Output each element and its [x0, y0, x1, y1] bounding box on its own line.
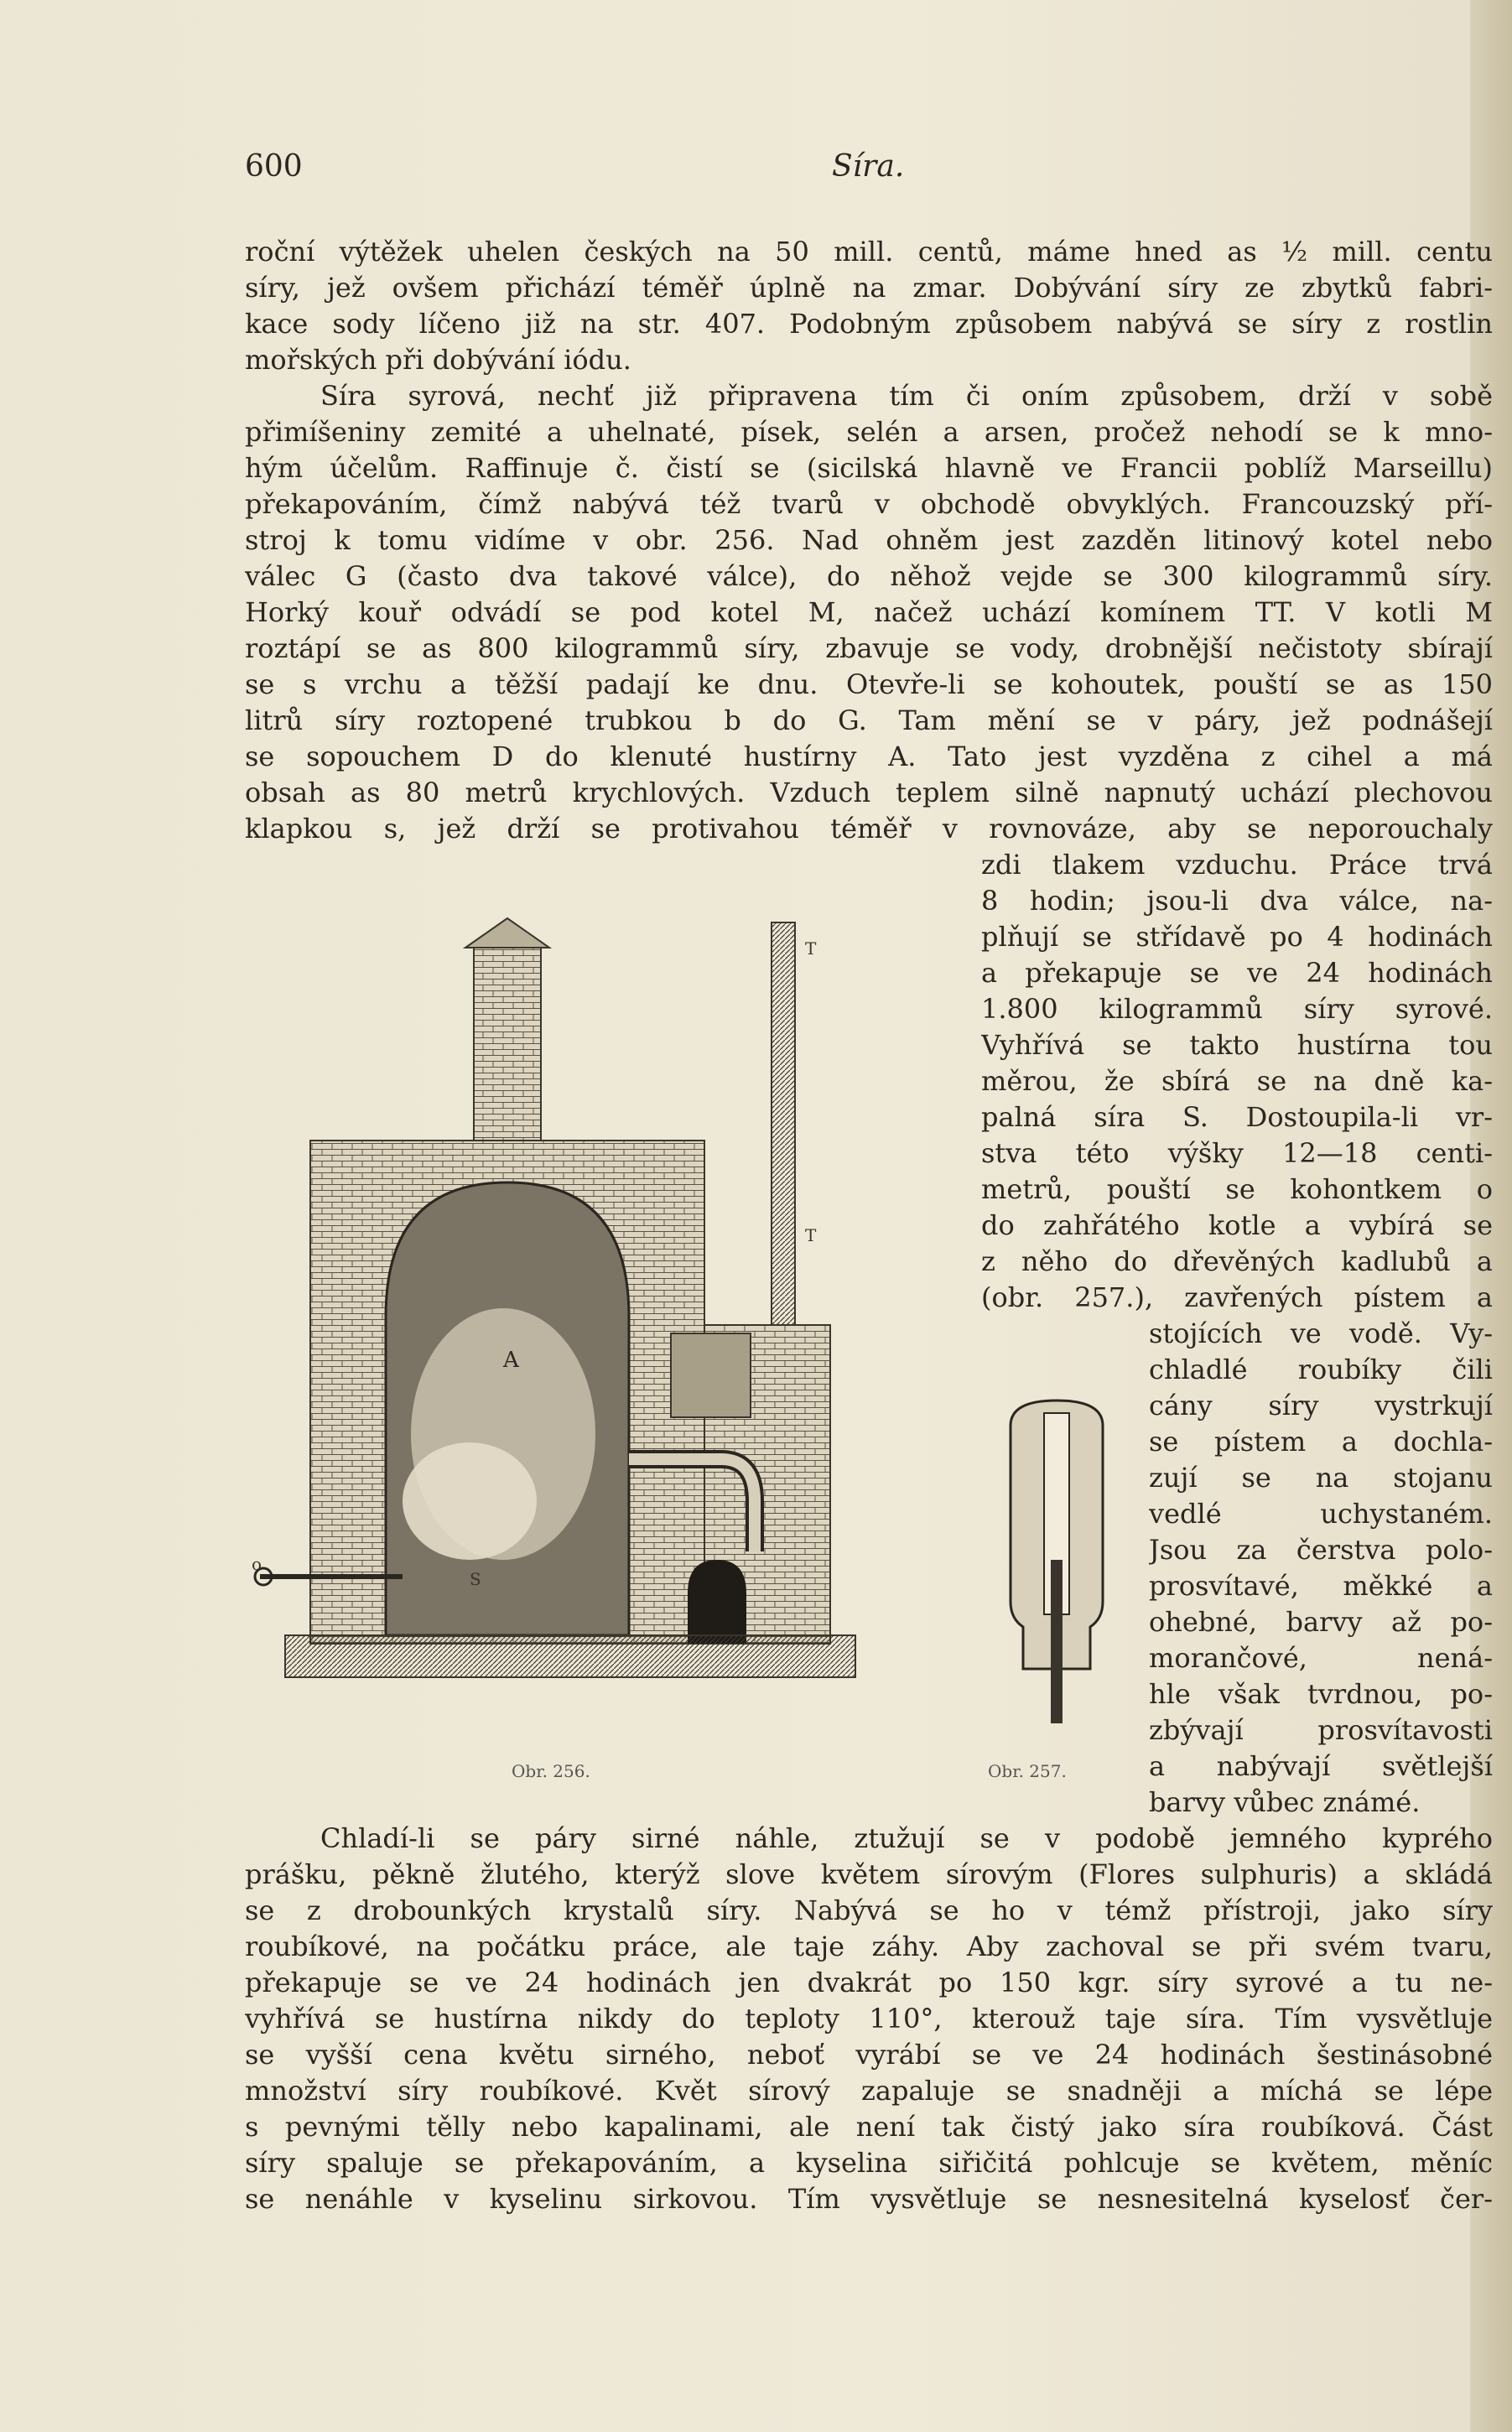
caption-fig-257: Obr. 257.: [988, 1761, 1067, 1781]
label-outlet-o: o: [252, 1554, 262, 1574]
text-line: roubíkové, na počátku práce, ale taje záhy. Aby zachoval se při svém tvaru,: [245, 1931, 1493, 1962]
side-text-line: a překapuje se ve 24 hodinách: [981, 957, 1493, 989]
caption-fig-256: Obr. 256.: [512, 1761, 590, 1781]
text-line: hým účelům. Raffinuje č. čistí se (sicilská hlavně ve Francii poblíž Marseillu): [245, 452, 1493, 484]
side-text-line: cány síry vystrkují: [1149, 1390, 1493, 1421]
text-line: přimíšeniny zemité a uhelnaté, písek, selén a arsen, pročež nehodí se k mno-: [245, 416, 1493, 448]
side-text-line: z něho do dřevěných kadlubů a: [981, 1245, 1493, 1277]
running-title: Síra.: [832, 149, 905, 184]
text-line: překapuje se ve 24 hodinách jen dvakrát po 150 kgr. síry syrové a tu ne-: [245, 1967, 1493, 1998]
text-line: se sopouchem D do klenuté hustírny A. Tato jest vyzděna z cihel a má: [245, 741, 1493, 772]
side-text-line: Jsou za čerstva polo-: [1149, 1534, 1493, 1566]
side-text-line: vedlé uchystaném.: [1149, 1498, 1493, 1530]
text-line: se z drobounkých krystalů síry. Nabývá se ho v témž přístroji, jako síry: [245, 1894, 1493, 1926]
side-text-line: a nabývají světlejší: [1149, 1750, 1493, 1782]
left-chimney: [465, 918, 549, 1141]
text-line: litrů síry roztopené trubkou b do G. Tam mění se v páry, jež podnášejí: [245, 704, 1493, 736]
running-head: [245, 149, 1493, 191]
text-line: se nenáhle v kyselinu sirkovou. Tím vysvětluje se nesnesitelná kyselosť čer-: [245, 2183, 1493, 2215]
side-text-line: (obr. 257.), zavřených pístem a: [981, 1281, 1493, 1313]
side-text-line: chladlé roubíky čili: [1149, 1354, 1493, 1385]
text-line: se vyšší cena květu sirného, neboť vyrábí se ve 24 hodinách šestinásobné: [245, 2039, 1493, 2071]
label-chimney-t-lower: T: [805, 1225, 817, 1245]
text-line: Síra syrová, nechť již připravena tím či oním způsobem, drží v sobě: [320, 380, 1493, 412]
text-line: prášku, pěkně žlutého, kterýž slove květem sírovým (Flores sulphuris) a skládá: [245, 1858, 1493, 1890]
label-chimney-t: T: [805, 938, 817, 959]
figure-256-furnace-illustration: [252, 914, 948, 1753]
side-text-line: metrů, pouští se kohontkem o: [981, 1173, 1493, 1205]
side-text-line: zují se na stojanu: [1149, 1462, 1493, 1494]
text-line: se s vrchu a těžší padají ke dnu. Otevře-li se kohoutek, pouští se as 150: [245, 668, 1493, 700]
text-line: vyhřívá se hustírna nikdy do teploty 110°, kterouž taje síra. Tím vysvětluje: [245, 2003, 1493, 2034]
chimney-tt: [772, 922, 817, 1392]
side-text-line: ohebné, barvy až po-: [1149, 1606, 1493, 1638]
text-line: překapováním, čímž nabývá též tvarů v obchodě obvyklých. Francouzský pří-: [245, 488, 1493, 520]
side-text-line: 1.800 kilogrammů síry syrové.: [981, 993, 1493, 1025]
text-line: Chladí-li se páry sirné náhle, ztužují se v podobě jemného kyprého: [320, 1822, 1493, 1854]
text-line: stroj k tomu vidíme v obr. 256. Nad ohněm jest zazděn litinový kotel nebo: [245, 524, 1493, 556]
side-text-line: Vyhřívá se takto hustírna tou: [981, 1029, 1493, 1061]
label-sulfur-s: S: [470, 1569, 481, 1589]
page-number: 600: [245, 149, 303, 184]
text-line: Horký kouř odvádí se pod kotel M, načež uchází komínem TT. V kotli M: [245, 596, 1493, 628]
text-line: roztápí se as 800 kilogrammů síry, zbavuje se vody, drobnější nečistoty sbírají: [245, 632, 1493, 664]
condensing-chamber: [310, 1141, 704, 1644]
side-text-line: stojících ve vodě. Vy-: [1149, 1317, 1493, 1349]
text-line: obsah as 80 metrů krychlových. Vzduch teplem silně napnutý uchází plechovou: [245, 777, 1493, 808]
side-text-line: se pístem a dochla-: [1149, 1426, 1493, 1458]
side-text-line: zdi tlakem vzduchu. Práce trvá: [981, 849, 1493, 881]
side-text-line: měrou, že sbírá se na dně ka-: [981, 1065, 1493, 1097]
side-text-line: stva této výšky 12—18 centi-: [981, 1137, 1493, 1169]
side-text-line: plňují se střídavě po 4 hodinách: [981, 921, 1493, 953]
label-chamber-a: A: [503, 1348, 519, 1373]
side-text-line: zbývají prosvítavosti: [1149, 1714, 1493, 1746]
text-line: kace sody líčeno již na str. 407. Podobným způsobem nabývá se síry z rostlin: [245, 308, 1493, 340]
figure-257-mould-illustration: [1002, 1392, 1111, 1736]
side-text-line: barvy vůbec známé.: [1149, 1786, 1421, 1818]
side-text-line: hle však tvrdnou, po-: [1149, 1678, 1493, 1710]
side-text-line: palná síra S. Dostoupila-li vr-: [981, 1101, 1493, 1133]
side-text-line: 8 hodin; jsou-li dva válce, na-: [981, 885, 1493, 917]
text-line: mořských při dobývání iódu.: [245, 344, 631, 376]
text-line: síry spaluje se překapováním, a kyselina siřičitá pohlcuje se květem, měníc: [245, 2147, 1493, 2179]
text-line: s pevnými tělly nebo kapalinami, ale není tak čistý jako síra roubíková. Část: [245, 2111, 1493, 2143]
side-text-line: do zahřátého kotle a vybírá se: [981, 1209, 1493, 1241]
text-line: klapkou s, jež drží se protivahou téměř v rovnováze, aby se neporouchaly: [245, 813, 1493, 844]
text-line: roční výtěžek uhelen českých na 50 mill. centů, máme hned as ½ mill. centu: [245, 236, 1493, 268]
side-text-line: prosvítavé, měkké a: [1149, 1570, 1493, 1602]
text-line: válec G (často dva takové válce), do něhož vejde se 300 kilogrammů síry.: [245, 560, 1493, 592]
text-line: množství síry roubíkové. Květ sírový zapaluje se snadněji a míchá se lépe: [245, 2075, 1493, 2107]
text-line: síry, jež ovšem přichází téměř úplně na zmar. Dobývání síry ze zbytků fabri-: [245, 272, 1493, 304]
side-text-line: morančové, nená-: [1149, 1642, 1493, 1674]
